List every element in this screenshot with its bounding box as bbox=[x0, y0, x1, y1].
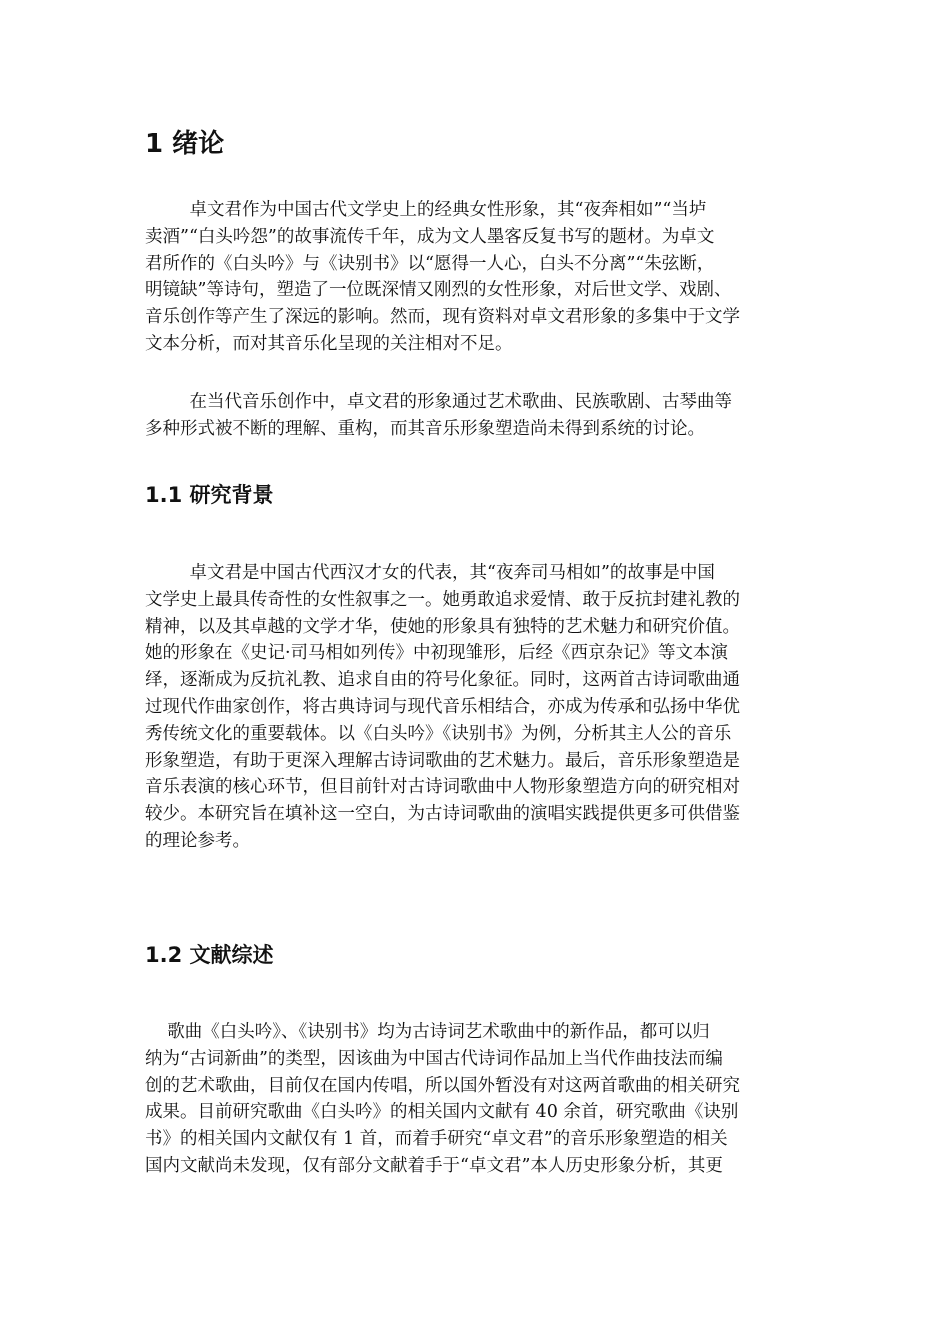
paragraph-intro-1 bbox=[145, 197, 815, 358]
paragraph-line: 较少。本研究旨在填补这一空白，为古诗词歌曲的演唱实践提供更多可供借鉴 bbox=[145, 804, 740, 825]
paragraph-line: 成果。目前研究歌曲《白头吟》的相关国内文献有 40 余首，研究歌曲《诀别 bbox=[145, 1102, 739, 1123]
paragraph-line: 创的艺术歌曲，目前仅在国内传唱，所以国外暂没有对这两首歌曲的相关研究 bbox=[145, 1075, 740, 1096]
paragraph-line: 文本分析，而对其音乐化呈现的关注相对不足。 bbox=[145, 333, 513, 354]
paragraph-line: 在当代音乐创作中，卓文君的形象通过艺术歌曲、民族歌剧、古琴曲等 bbox=[145, 392, 732, 412]
paragraph-background bbox=[145, 560, 815, 855]
paragraph-line: 的理论参考。 bbox=[145, 830, 250, 851]
paragraph-line: 绎，逐渐成为反抗礼教、追求自由的符号化象征。同时，这两首古诗词歌曲通 bbox=[145, 670, 740, 691]
paragraph-line: 纳为“古词新曲”的类型，因该曲为中国古代诗词作品加上当代作曲技法而编 bbox=[145, 1048, 723, 1069]
paragraph-line: 明镜缺”等诗句，塑造了一位既深情又刚烈的女性形象，对后世文学、戏剧、 bbox=[145, 280, 732, 301]
paragraph-line: 精神，以及其卓越的文学才华，使她的形象具有独特的艺术魅力和研究价值。 bbox=[145, 616, 740, 637]
paragraph-line: 歌曲《白头吟》、《诀别书》均为古诗词艺术歌曲中的新作品，都可以归 bbox=[145, 1022, 710, 1042]
paragraph-line: 形象塑造，有助于更深入理解古诗词歌曲的艺术魅力。最后，音乐形象塑造是 bbox=[145, 750, 740, 771]
paragraph-literature-review bbox=[145, 1019, 815, 1180]
section-heading-background: 1.1 研究背景 bbox=[145, 483, 274, 507]
chapter-heading: 1 绪论 bbox=[145, 129, 225, 159]
paragraph-intro-2 bbox=[145, 389, 815, 443]
paragraph-line: 卓文君是中国古代西汉才女的代表，其“夜奔司马相如”的故事是中国 bbox=[145, 563, 715, 583]
paragraph-line: 音乐表演的核心环节，但目前针对古诗词歌曲中人物形象塑造方向的研究相对 bbox=[145, 777, 740, 798]
paragraph-line: 君所作的《白头吟》与《诀别书》以“愿得一人心，白头不分离”“朱弦断， bbox=[145, 253, 715, 274]
section-heading-literature-review: 1.2 文献综述 bbox=[145, 943, 274, 967]
paragraph-line: 卓文君作为中国古代文学史上的经典女性形象，其“夜奔相如”“当垆 bbox=[145, 200, 707, 220]
paragraph-line: 文学史上最具传奇性的女性叙事之一。她勇敢追求爱情、敢于反抗封建礼教的 bbox=[145, 589, 740, 610]
paragraph-line: 多种形式被不断的理解、重构，而其音乐形象塑造尚未得到系统的讨论。 bbox=[145, 418, 705, 439]
paragraph-line: 卖酒”“白头吟怨”的故事流传千年，成为文人墨客反复书写的题材。为卓文 bbox=[145, 226, 715, 247]
paragraph-line: 国内文献尚未发现，仅有部分文献着手于“卓文君”本人历史形象分析，其更 bbox=[145, 1155, 723, 1176]
paragraph-line: 过现代作曲家创作，将古典诗词与现代音乐相结合，亦成为传承和弘扬中华优 bbox=[145, 696, 740, 717]
paragraph-line: 她的形象在《史记·司马相如列传》中初现雏形，后经《西京杂记》等文本演 bbox=[145, 643, 729, 664]
paragraph-line: 音乐创作等产生了深远的影响。然而，现有资料对卓文君形象的多集中于文学 bbox=[145, 307, 740, 328]
paragraph-line: 书》的相关国内文献仅有 1 首，而着手研究“卓文君”的音乐形象塑造的相关 bbox=[145, 1129, 728, 1150]
paragraph-line: 秀传统文化的重要载体。以《白头吟》《诀别书》为例，分析其主人公的音乐 bbox=[145, 723, 732, 744]
